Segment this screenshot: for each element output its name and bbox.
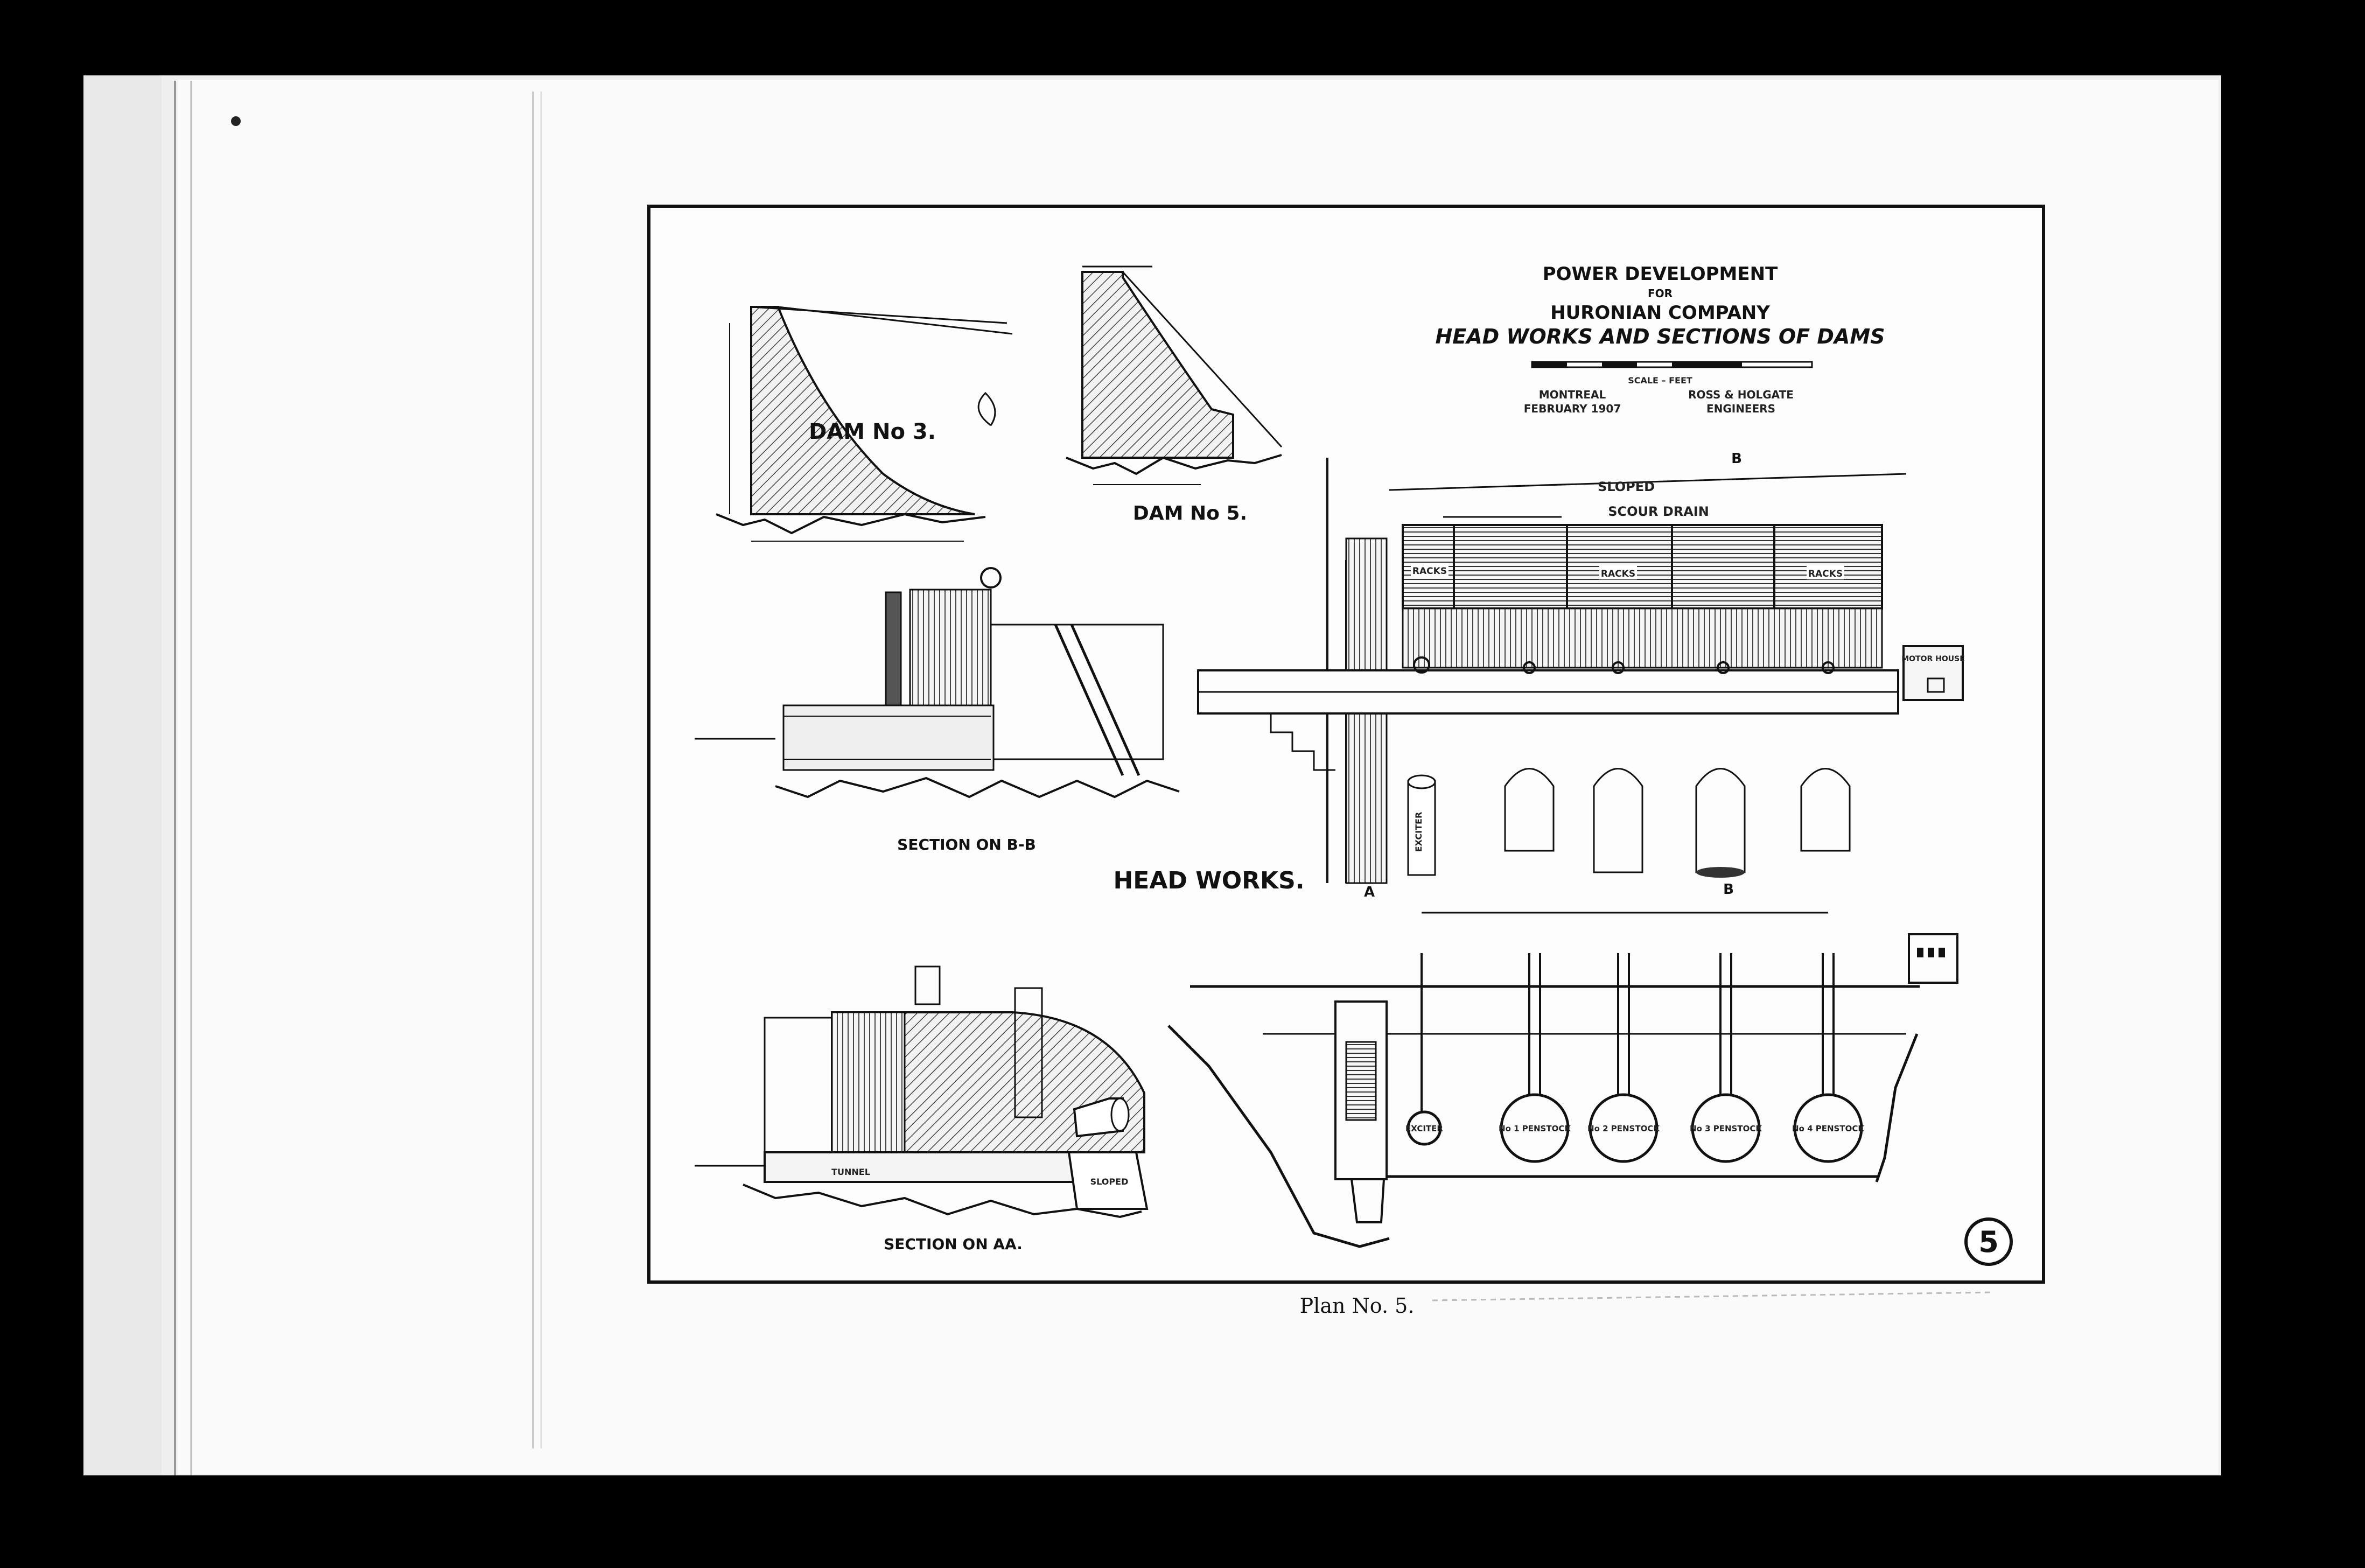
title-line2: FOR	[1647, 287, 1673, 300]
dam3-label: DAM No 3.	[809, 419, 936, 444]
section-bb-label: SECTION ON B-B	[897, 836, 1036, 853]
motor-house-label: MOTOR HOUSE	[1901, 655, 1965, 663]
title-line3: HURONIAN COMPANY	[1550, 302, 1770, 324]
section-aa-label: SECTION ON AA.	[884, 1235, 1023, 1253]
scour-drain-label: SCOUR DRAIN	[1608, 504, 1709, 519]
title-line4: HEAD WORKS AND SECTIONS OF DAMS	[1435, 325, 1885, 348]
racks-label-1: RACKS	[1412, 566, 1447, 577]
plate-number-text: 5	[1978, 1225, 1999, 1259]
dam5-label: DAM No 5.	[1132, 502, 1248, 524]
caption: Plan No. 5.	[1299, 1294, 1415, 1318]
penstock2-label: No 2 PENSTOCK	[1587, 1124, 1660, 1133]
aa-sloped-label: SLOPED	[1090, 1177, 1129, 1187]
exciter-elev-label: EXCITER	[1405, 1124, 1443, 1133]
section-mark-b-lower: B	[1723, 881, 1734, 898]
exciter-plan-label: EXCITER	[1414, 811, 1424, 852]
penstock3-label: No 3 PENSTOCK	[1690, 1124, 1762, 1133]
plate-number	[1966, 1219, 2011, 1264]
head-works-label: HEAD WORKS.	[1113, 867, 1305, 894]
plan-sloped-label: SLOPED	[1597, 479, 1655, 494]
racks-label-3: RACKS	[1808, 569, 1843, 579]
section-mark-b-upper: B	[1731, 451, 1742, 467]
tunnel-label: TUNNEL	[831, 1167, 870, 1177]
title-role: ENGINEERS	[1706, 402, 1776, 415]
title-line1: POWER DEVELOPMENT	[1542, 263, 1778, 285]
title-place: MONTREAL	[1538, 388, 1606, 401]
section-mark-a: A	[1363, 884, 1375, 900]
scale-label: SCALE – FEET	[1628, 375, 1692, 386]
racks-label-2: RACKS	[1600, 569, 1636, 579]
title-firm: ROSS & HOLGATE	[1688, 388, 1794, 401]
penstock1-label: No 1 PENSTOCK	[1499, 1124, 1571, 1133]
penstock4-label: No 4 PENSTOCK	[1792, 1124, 1864, 1133]
scale-bar	[1532, 362, 1812, 367]
title-date: FEBRUARY 1907	[1523, 402, 1621, 415]
